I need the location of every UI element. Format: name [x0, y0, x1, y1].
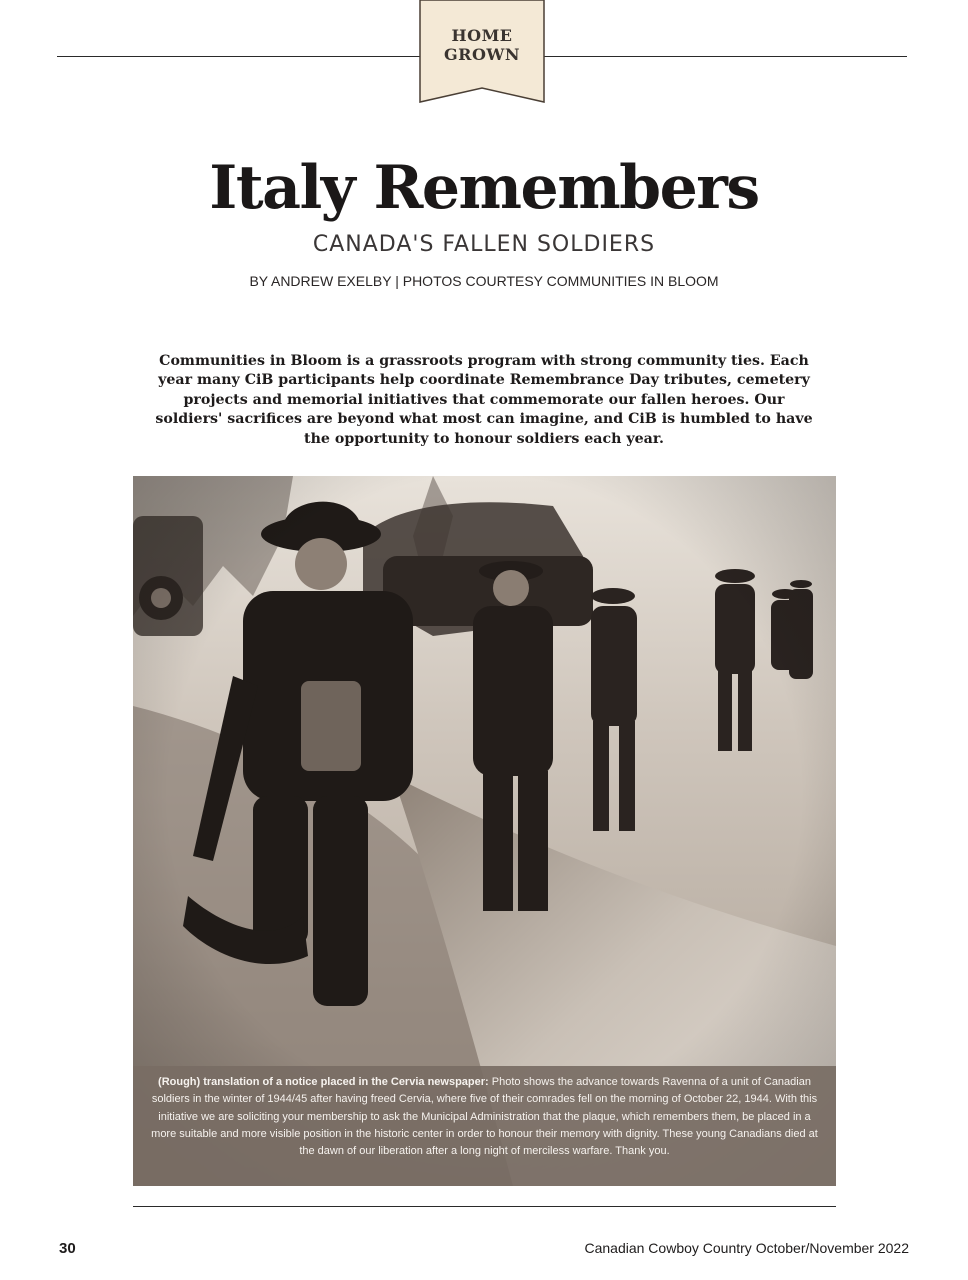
article-subtitle: CANADA'S FALLEN SOLDIERS: [312, 232, 656, 257]
bottom-rule: [133, 1206, 836, 1207]
article-byline: BY ANDREW EXELBY | PHOTOS COURTESY COMMUNITIES IN BLOOM: [249, 273, 719, 289]
caption-body: Photo shows the advance towards Ravenna of a unit of Canadian soldiers in the winter of 1944/45 after having freed Cervia, where five of their comrades fell on the morning of October 22, 1944. With this initiative we are soliciting your membership to ask the Municipal Administration that the plaque, which remembers them, be placed in a more suitable and more visible position in the historic center in order to honour their memory with dignity. These young Canadians died at the dawn of our liberation after a long night of merciless warfare. Thank you.: [151, 1076, 818, 1158]
publication-footer: Canadian Cowboy Country October/November 2022: [584, 1240, 909, 1256]
historic-photo: [133, 476, 836, 1186]
caption-lead: (Rough) translation of a notice placed in the Cervia newspaper:: [158, 1076, 489, 1088]
banner-line-2: GROWN: [444, 45, 520, 64]
article-title: Italy Remembers: [209, 153, 759, 223]
page-number: 30: [59, 1240, 76, 1257]
article-intro: Communities in Bloom is a grassroots program with strong community ties. Each year many CiB participants help coordinate Remembrance Day tributes, cemetery projects and memorial initiatives that commemorate our fallen heroes. Our soldiers' sacrifices are beyond what most can imagine, and CiB is humbled to have the opportunity to honour soldiers each year.: [155, 353, 813, 447]
section-banner: [419, 0, 545, 104]
banner-line-1: HOME: [451, 26, 513, 45]
photo-caption: [145, 1074, 824, 1160]
